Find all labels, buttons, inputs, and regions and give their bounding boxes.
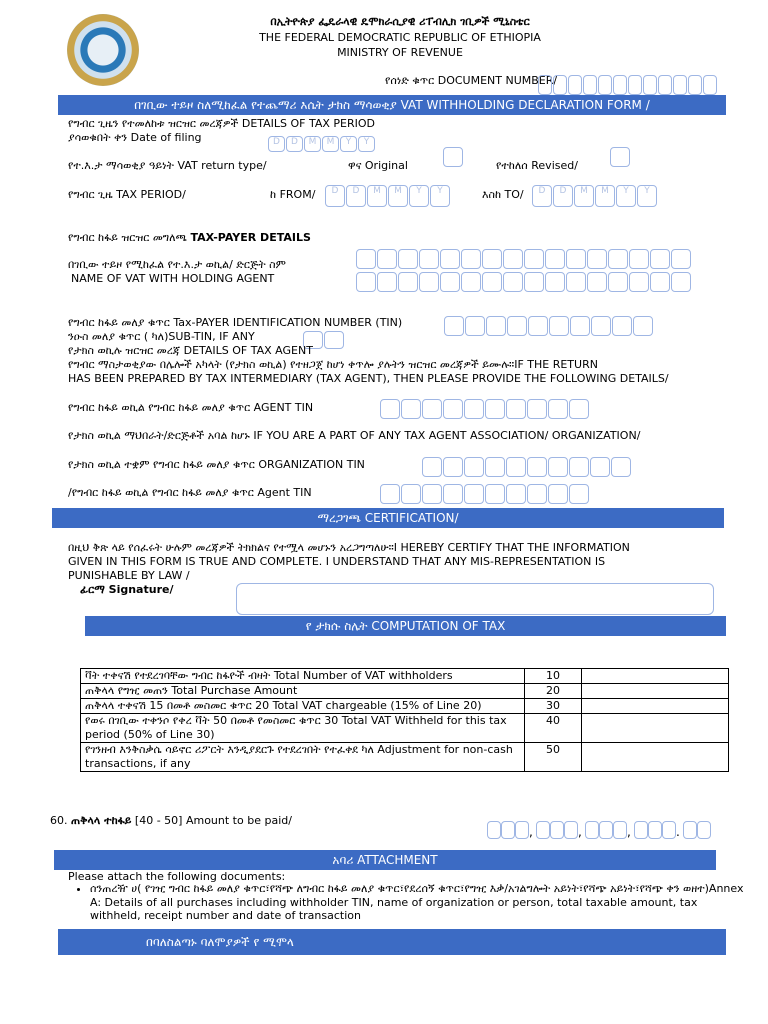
document-number-boxes[interactable] bbox=[538, 75, 717, 95]
doc-box[interactable] bbox=[538, 75, 552, 95]
tin-box[interactable] bbox=[380, 484, 400, 504]
amount-separator: , bbox=[529, 825, 533, 839]
date-box[interactable]: Y bbox=[430, 185, 450, 207]
row-value-field[interactable] bbox=[582, 714, 729, 743]
tin-box[interactable] bbox=[465, 316, 485, 336]
attachment-bar: አባሪ ATTACHMENT bbox=[54, 850, 716, 870]
tax-agent-heading: የታክስ ወኪሉ ዝርዝር መረጃ DETAILS OF TAX AGENT bbox=[68, 344, 313, 357]
row-line-number: 20 bbox=[525, 684, 582, 699]
taxpayer-heading-en: TAX-PAYER DETAILS bbox=[190, 231, 311, 244]
name-box[interactable] bbox=[629, 249, 649, 269]
tin-box[interactable] bbox=[507, 316, 527, 336]
name-box[interactable] bbox=[482, 249, 502, 269]
row-label: የገንዘብ እንቅስቃሴ ሳይኖር ሪፖርት እንዲያደርጉ የተደረገበት የተፈቀደ ካለ Adjustment for non-cash transactions, if any bbox=[81, 743, 525, 772]
agent-tin2-boxes[interactable] bbox=[380, 484, 589, 504]
subtin-label: ንዑስ መለያ ቁጥር ( ካለ)SUB-TIN, IF ANY bbox=[68, 330, 255, 343]
amount-box[interactable] bbox=[662, 821, 676, 839]
tin-box[interactable] bbox=[380, 399, 400, 419]
amount-separator: , bbox=[627, 825, 631, 839]
doc-box[interactable] bbox=[703, 75, 717, 95]
name-box[interactable] bbox=[440, 272, 460, 292]
amount-box[interactable] bbox=[634, 821, 648, 839]
doc-box[interactable] bbox=[598, 75, 612, 95]
tin-box[interactable] bbox=[528, 316, 548, 336]
tax-agent-intro-1: የግብር ማስታወቂያው በሌሎች አካላት (የታክስ ወኪል) የተዘጋጀ ከሆነ ቀጥሎ ያሉትን ዝርዝር መረጃዎች ይሙሉ።IF THE RETURN bbox=[68, 358, 598, 371]
tax-agent-intro-2: HAS BEEN PREPARED BY TAX INTERMEDIARY (TAX AGENT), THEN PLEASE PROVIDE THE FOLLOWING DETAILS/ bbox=[68, 372, 669, 385]
name-box[interactable] bbox=[608, 249, 628, 269]
table-row bbox=[81, 743, 729, 772]
amount-box[interactable] bbox=[487, 821, 501, 839]
amount-box[interactable] bbox=[536, 821, 550, 839]
amount-line-number: 60. bbox=[50, 814, 68, 827]
original-label: ዋና Original bbox=[348, 159, 408, 172]
tin-box[interactable] bbox=[485, 399, 505, 419]
taxpayer-heading-am: የግብር ከፋይ ዝርዝር መግለጫ bbox=[68, 231, 187, 244]
amount-label-am: ጠቅላላ ተከፋይ bbox=[71, 814, 132, 827]
row-label: ጠቅላላ የግዢ መጠን Total Purchase Amount bbox=[81, 684, 525, 699]
date-box[interactable]: D bbox=[346, 185, 366, 207]
row-label: የወሩ በገቢው ተቀንሶ የቀረ ቫት 50 በመቶ የመስመር ቁጥር 30 Total VAT Withheld for this tax period (50% of Line 30) bbox=[81, 714, 525, 743]
header-title-english: THE FEDERAL DEMOCRATIC REPUBLIC OF ETHIOPIA bbox=[259, 31, 541, 44]
agent-tin-label: የግብር ከፋይ ወኪል የግብር ከፋይ መለያ ቁጥር AGENT TIN bbox=[68, 401, 314, 414]
attachment-list bbox=[68, 882, 750, 922]
date-box[interactable]: D bbox=[268, 136, 285, 152]
signature-label: ፊርማ Signature/ bbox=[80, 583, 174, 596]
office-use-bar: በባለስልጣኑ ባለሞያዎች የ ሚሞላ bbox=[58, 929, 726, 955]
tin-box[interactable] bbox=[401, 399, 421, 419]
name-box[interactable] bbox=[650, 249, 670, 269]
name-box[interactable] bbox=[356, 249, 376, 269]
table-row bbox=[81, 699, 729, 714]
tin-box[interactable] bbox=[422, 457, 442, 477]
tin-box[interactable] bbox=[464, 457, 484, 477]
attachment-intro: Please attach the following documents: bbox=[68, 870, 286, 883]
amount-box[interactable] bbox=[564, 821, 578, 839]
attachment-item: • ሰንጠረዥ ሀ( የገዢ ግብር ከፋይ መለያ ቁጥር፣የሻጭ ለግብር ከፋይ መለያ ቁጥር፣የደረሰኝ ቁጥር፣የግዢ እቃ/አገልግሎት አይነት፣የሻጭ አይነት፣የሻጭ ቀን ወዘተ)Annex A: Details of all purchases including withholder TIN, name of organization or person, total taxable amount, tax withheld, receipt number and date of transaction bbox=[90, 882, 750, 922]
amount-decimal-point: . bbox=[676, 825, 680, 839]
certification-text-1: በዚህ ቅጽ ላይ የሰፈሩት ሁሉም መረጃዎች ትክክልና የተሟላ መሆኑን አረጋግጣለሁ።I HEREBY CERTIFY THAT THE INFORMATION bbox=[68, 541, 630, 554]
tin-box[interactable] bbox=[485, 484, 505, 504]
tin-box[interactable] bbox=[527, 484, 547, 504]
tin-box[interactable] bbox=[443, 457, 463, 477]
tin-box[interactable] bbox=[443, 399, 463, 419]
agent-name-boxes-row2[interactable] bbox=[356, 272, 691, 292]
amount-box[interactable] bbox=[613, 821, 627, 839]
computation-bar: የ ታክሱ ስሌት COMPUTATION OF TAX bbox=[85, 616, 726, 636]
date-box[interactable]: M bbox=[574, 185, 594, 207]
date-box[interactable]: D bbox=[286, 136, 303, 152]
name-box[interactable] bbox=[650, 272, 670, 292]
signature-field[interactable] bbox=[236, 583, 714, 615]
amount-box[interactable] bbox=[599, 821, 613, 839]
agent-tin-boxes[interactable] bbox=[380, 399, 589, 419]
amount-box[interactable] bbox=[585, 821, 599, 839]
doc-box[interactable] bbox=[613, 75, 627, 95]
table-row bbox=[81, 684, 729, 699]
from-date-boxes[interactable] bbox=[325, 185, 450, 207]
agent-name-boxes-row1[interactable] bbox=[356, 249, 691, 269]
tin-box[interactable] bbox=[590, 457, 610, 477]
name-box[interactable] bbox=[545, 249, 565, 269]
tin-boxes[interactable] bbox=[444, 316, 653, 336]
name-box[interactable] bbox=[419, 272, 439, 292]
doc-box[interactable] bbox=[553, 75, 567, 95]
tin-box[interactable] bbox=[569, 484, 589, 504]
date-of-filing-boxes[interactable] bbox=[268, 136, 375, 152]
tin-box[interactable] bbox=[548, 457, 568, 477]
tax-period-label: የግብር ጊዜ TAX PERIOD/ bbox=[68, 188, 186, 201]
original-checkbox[interactable] bbox=[443, 147, 463, 167]
tin-box[interactable] bbox=[549, 316, 569, 336]
tin-box[interactable] bbox=[569, 399, 589, 419]
vat-return-type-label: የተ.እ.ታ ማሳወቂያ ዓይነት VAT return type/ bbox=[68, 159, 267, 172]
doc-box[interactable] bbox=[628, 75, 642, 95]
name-box[interactable] bbox=[608, 272, 628, 292]
tin-box[interactable] bbox=[464, 484, 484, 504]
row-value-field[interactable] bbox=[582, 684, 729, 699]
doc-box[interactable] bbox=[658, 75, 672, 95]
date-box[interactable]: Y bbox=[340, 136, 357, 152]
tin-box[interactable] bbox=[464, 399, 484, 419]
tin-box[interactable] bbox=[506, 484, 526, 504]
organization-tin-boxes[interactable] bbox=[422, 457, 631, 477]
tin-box[interactable] bbox=[443, 484, 463, 504]
date-box[interactable]: M bbox=[388, 185, 408, 207]
from-label: ከ FROM/ bbox=[270, 188, 316, 201]
ministry-logo bbox=[67, 14, 139, 86]
agent-tin2-label: /የግብር ከፋይ ወኪል የግብር ከፋይ መለያ ቁጥር Agent TIN bbox=[68, 486, 312, 499]
name-box[interactable] bbox=[566, 272, 586, 292]
name-box[interactable] bbox=[377, 249, 397, 269]
organization-tin-label: የታክስ ወኪል ተቋም የግብር ከፋይ መለያ ቁጥር ORGANIZATION TIN bbox=[68, 458, 365, 471]
amount-box[interactable] bbox=[515, 821, 529, 839]
date-box[interactable]: M bbox=[595, 185, 615, 207]
row-label: ቫት ተቀናሽ የተደረገባቸው ግብር ከፋዮች ብዛት Total Number of VAT withholders bbox=[81, 669, 525, 684]
name-box[interactable] bbox=[587, 272, 607, 292]
revised-checkbox[interactable] bbox=[610, 147, 630, 167]
document-number-label: የሰነድ ቁጥር DOCUMENT NUMBER/ bbox=[385, 74, 558, 87]
tin-box[interactable] bbox=[485, 457, 505, 477]
name-box[interactable] bbox=[377, 272, 397, 292]
tin-box[interactable] bbox=[506, 399, 526, 419]
agent-name-label-am: በገቢው ተይዞ የሚከፈል የተ.እ.ታ ወኪል/ ድርጅት ስም bbox=[68, 258, 286, 271]
name-box[interactable] bbox=[356, 272, 376, 292]
date-box[interactable]: Y bbox=[637, 185, 657, 207]
certification-text-2: GIVEN IN THIS FORM IS TRUE AND COMPLETE. I UNDERSTAND THAT ANY MIS-REPRESENTATION IS bbox=[68, 555, 606, 568]
tin-box[interactable] bbox=[633, 316, 653, 336]
row-value-field[interactable] bbox=[582, 743, 729, 772]
date-box[interactable]: D bbox=[325, 185, 345, 207]
date-box[interactable]: D bbox=[553, 185, 573, 207]
tin-box[interactable] bbox=[422, 399, 442, 419]
tin-box[interactable] bbox=[401, 484, 421, 504]
name-box[interactable] bbox=[671, 272, 691, 292]
tin-box[interactable] bbox=[527, 399, 547, 419]
row-value-field[interactable] bbox=[582, 699, 729, 714]
tax-period-heading: የግብር ጊዜን የተመለከቱ ዝርዝር መረጃዎች DETAILS OF TAX PERIOD bbox=[68, 117, 376, 130]
name-box[interactable] bbox=[524, 272, 544, 292]
name-box[interactable] bbox=[545, 272, 565, 292]
name-box[interactable] bbox=[419, 249, 439, 269]
header-ministry: MINISTRY OF REVENUE bbox=[337, 46, 463, 59]
row-line-number: 50 bbox=[525, 743, 582, 772]
name-box[interactable] bbox=[503, 249, 523, 269]
subtin-box[interactable] bbox=[324, 331, 344, 349]
date-box[interactable]: Y bbox=[409, 185, 429, 207]
name-box[interactable] bbox=[440, 249, 460, 269]
amount-label-en: [40 - 50] Amount to be paid/ bbox=[134, 814, 292, 827]
amount-box[interactable] bbox=[550, 821, 564, 839]
association-label: የታክስ ወኪል ማህበራት/ድርጅቶች አባል ከሆኑ IF YOU ARE A PART OF ANY TAX AGENT ASSOCIATION/ ORGANIZATION/ bbox=[68, 429, 641, 442]
computation-table bbox=[80, 668, 729, 772]
date-box[interactable]: Y bbox=[616, 185, 636, 207]
amount-box[interactable] bbox=[683, 821, 697, 839]
row-label: ጠቅላላ ተቀናሽ 15 በመቶ መስመር ቁጥር 20 Total VAT chargeable (15% of Line 20) bbox=[81, 699, 525, 714]
tin-box[interactable] bbox=[569, 457, 589, 477]
row-line-number: 40 bbox=[525, 714, 582, 743]
name-box[interactable] bbox=[461, 272, 481, 292]
taxpayer-heading bbox=[68, 231, 311, 245]
name-box[interactable] bbox=[398, 249, 418, 269]
row-value-field[interactable] bbox=[582, 669, 729, 684]
header-title-amharic: በኢትዮጵያ ፌዴራላዊ ዴሞክራሲያዊ ሪፐብሊክ ገቢዎች ሚኒስቴር bbox=[270, 15, 530, 28]
amount-separator: , bbox=[578, 825, 582, 839]
amount-to-be-paid-label bbox=[50, 814, 292, 828]
tin-box[interactable] bbox=[548, 399, 568, 419]
amount-boxes[interactable] bbox=[487, 821, 711, 843]
doc-box[interactable] bbox=[643, 75, 657, 95]
date-of-filing-label: ያሳወቁበት ቀን Date of filing bbox=[68, 131, 202, 144]
tin-box[interactable] bbox=[422, 484, 442, 504]
row-line-number: 10 bbox=[525, 669, 582, 684]
name-box[interactable] bbox=[398, 272, 418, 292]
amount-box[interactable] bbox=[648, 821, 662, 839]
tin-box[interactable] bbox=[444, 316, 464, 336]
tin-box[interactable] bbox=[611, 457, 631, 477]
certification-bar: ማረጋገጫ CERTIFICATION/ bbox=[52, 508, 724, 528]
doc-box[interactable] bbox=[583, 75, 597, 95]
certification-text-3: PUNISHABLE BY LAW / bbox=[68, 569, 190, 582]
tin-box[interactable] bbox=[506, 457, 526, 477]
tin-box[interactable] bbox=[612, 316, 632, 336]
name-box[interactable] bbox=[629, 272, 649, 292]
revised-label: የተከለሰ Revised/ bbox=[496, 159, 578, 172]
table-row bbox=[81, 714, 729, 743]
date-box[interactable]: Y bbox=[358, 136, 375, 152]
form-title-bar: በገቢው ተይዞ ስለሚከፈል የተጨማሪ እሴት ታክስ ማሳወቂያ VAT WITHHOLDING DECLARATION FORM / bbox=[58, 95, 726, 115]
doc-box[interactable] bbox=[688, 75, 702, 95]
name-box[interactable] bbox=[461, 249, 481, 269]
name-box[interactable] bbox=[524, 249, 544, 269]
tin-box[interactable] bbox=[527, 457, 547, 477]
to-date-boxes[interactable] bbox=[532, 185, 657, 207]
to-label: እስከ TO/ bbox=[482, 188, 524, 201]
date-box[interactable]: M bbox=[304, 136, 321, 152]
name-box[interactable] bbox=[671, 249, 691, 269]
tin-box[interactable] bbox=[570, 316, 590, 336]
tin-box[interactable] bbox=[548, 484, 568, 504]
tin-box[interactable] bbox=[591, 316, 611, 336]
name-box[interactable] bbox=[482, 272, 502, 292]
doc-box[interactable] bbox=[673, 75, 687, 95]
name-box[interactable] bbox=[503, 272, 523, 292]
amount-box[interactable] bbox=[697, 821, 711, 839]
tin-box[interactable] bbox=[486, 316, 506, 336]
date-box[interactable]: M bbox=[322, 136, 339, 152]
name-box[interactable] bbox=[587, 249, 607, 269]
date-box[interactable]: D bbox=[532, 185, 552, 207]
amount-box[interactable] bbox=[501, 821, 515, 839]
table-row bbox=[81, 669, 729, 684]
date-box[interactable]: M bbox=[367, 185, 387, 207]
tin-label: የግብር ከፋይ መለያ ቁጥር Tax-PAYER IDENTIFICATION NUMBER (TIN) bbox=[68, 316, 403, 329]
row-line-number: 30 bbox=[525, 699, 582, 714]
name-box[interactable] bbox=[566, 249, 586, 269]
doc-box[interactable] bbox=[568, 75, 582, 95]
agent-name-label-en: NAME OF VAT WITH HOLDING AGENT bbox=[71, 272, 275, 285]
